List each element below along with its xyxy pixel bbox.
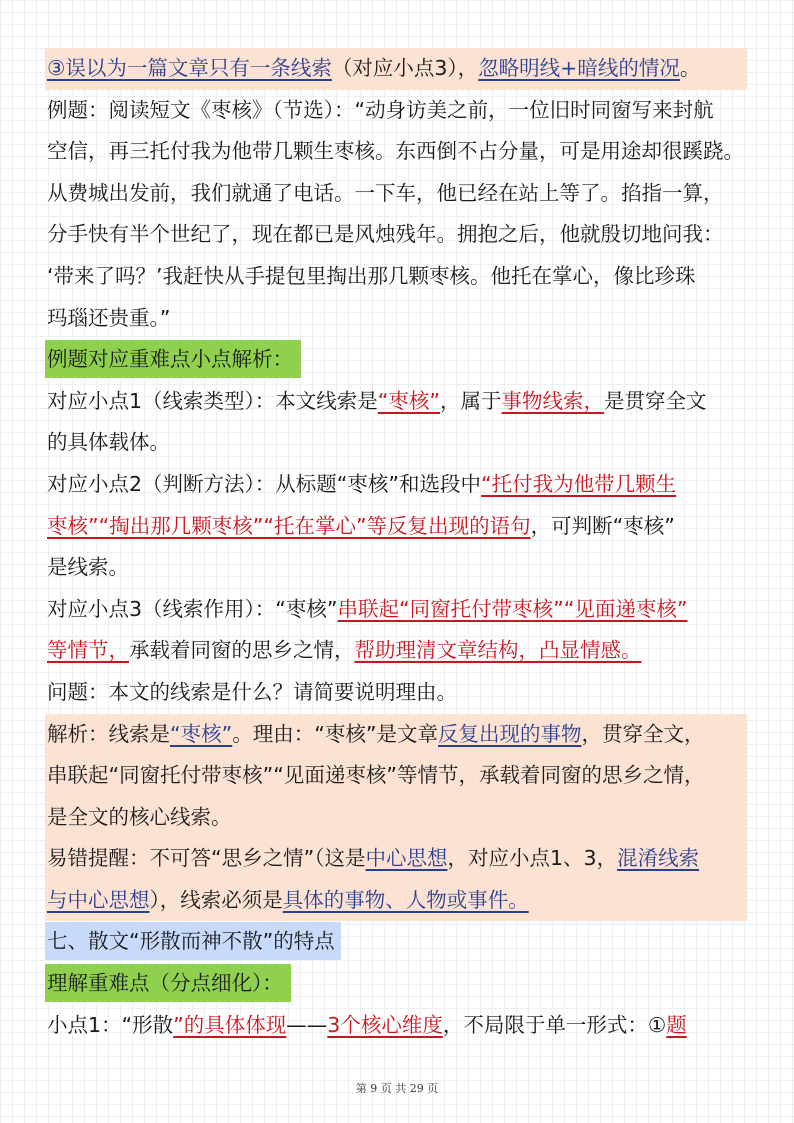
emphasis-text: 枣核”“掏出那几颗枣核”“托在掌心”等反复出现的语句: [47, 513, 531, 538]
text-line: [45, 797, 747, 839]
text-line: [47, 672, 747, 714]
emphasis-text: 等情节，: [47, 638, 129, 663]
text-line: [47, 921, 747, 963]
body-text: 是贯穿全文: [604, 388, 707, 413]
text-line: [47, 1005, 747, 1047]
document-page: [47, 48, 747, 1046]
body-text: 问题：本文的线索是什么？请简要说明理由。: [47, 679, 457, 704]
text-line: [47, 381, 747, 423]
text-line: [47, 630, 747, 672]
body-text: 玛瑙还贵重。”: [47, 305, 171, 330]
body-text: ，贯穿全文，: [581, 721, 705, 746]
body-text: ‘带来了吗？’我赶快从手提包里掏出那几颗枣核。他托在掌心，像比珍珠: [47, 263, 696, 288]
text-line: [47, 506, 747, 548]
emphasis-text: 与中心思想: [47, 887, 150, 912]
body-text: 是全文的核心线索。: [47, 804, 232, 829]
emphasis-text: 3个核心维度: [327, 1012, 443, 1037]
section-subheading: [45, 964, 291, 1002]
text-line: [47, 298, 747, 340]
emphasis-text: 题: [666, 1012, 687, 1037]
text-line: [47, 90, 747, 132]
text-line: [47, 131, 747, 173]
body-text: 对应小点3（线索作用）：“枣核”: [47, 596, 338, 621]
body-text: 从费城出发前，我们就通了电话。一下车，他已经在站上等了。掐指一算，: [47, 180, 724, 205]
text-line: [47, 589, 747, 631]
emphasis-text: “枣核”: [377, 388, 441, 413]
body-text: ，可判断“枣核”: [530, 513, 675, 538]
text-line: [45, 880, 747, 922]
text-line: [47, 963, 747, 1005]
text-line: [45, 48, 747, 90]
body-text: 。: [679, 56, 701, 80]
section-subheading: [45, 340, 301, 378]
body-text: 承载着同窗的思乡之情，: [129, 638, 355, 663]
emphasis-text: ”的具体体现: [173, 1012, 287, 1037]
body-text: 易错提醒：不可答“思乡之情”（这是: [47, 846, 366, 871]
emphasis-text: ③误以为一篇文章只有一条线索: [47, 56, 332, 80]
text-line: [47, 464, 747, 506]
body-text: ），线索必须是: [149, 887, 283, 912]
body-text: 小点1：“形散: [47, 1012, 174, 1037]
body-text: 对应小点2（判断方法）：从标题“枣核”和选段中: [47, 471, 482, 496]
emphasis-text: 忽略明线+暗线的情况: [478, 56, 680, 80]
body-text: 串联起“同窗托付带枣核”“见面递枣核”等情节，承载着同窗的思乡之情，: [47, 763, 705, 788]
body-text: 解析：线索是: [47, 721, 170, 746]
section-heading: [45, 922, 341, 960]
emphasis-text: 帮助理清文章结构，凸显情感。: [354, 638, 642, 663]
body-text: 。理由：“枣核”是文章: [232, 721, 438, 746]
page-footer: 第 9 页 共 29 页: [355, 1082, 439, 1095]
text-line: [47, 339, 747, 381]
body-text: 分手快有半个世纪了，现在都已是风烛残年。拥抱之后，他就殷切地问我：: [47, 222, 724, 247]
text-line: [47, 173, 747, 215]
text-line: [45, 714, 747, 756]
body-text: 的具体载体。: [47, 430, 170, 455]
body-text: 是线索。: [47, 555, 129, 580]
emphasis-text: 混淆线索: [617, 846, 700, 871]
emphasis-text: 事物线索，: [501, 388, 605, 413]
emphasis-text: “托付我为他带几颗生: [481, 471, 677, 496]
text-line: [47, 214, 747, 256]
body-text: ，不局限于单一形式：①: [442, 1012, 667, 1037]
emphasis-text: “枣核”: [170, 721, 233, 746]
text-line: [45, 838, 747, 880]
body-text: 理解重难点（分点细化）：: [47, 971, 283, 996]
body-text: 空信，再三托付我为他带几颗生枣核。东西倒不占分量，可是用途却很蹊跷。: [47, 139, 744, 164]
body-text: 七、散文“形散而神不散”的特点: [47, 929, 335, 954]
text-line: [47, 422, 747, 464]
body-text: ，对应小点1、3，: [447, 846, 618, 871]
body-text: 对应小点1（线索类型）：本文线索是: [47, 388, 378, 413]
text-line: [45, 755, 747, 797]
body-text: 例题对应重难点小点解析：: [47, 347, 293, 372]
body-text: ——: [286, 1012, 328, 1037]
body-text: 例题：阅读短文《枣核》（节选）：“动身访美之前，一位旧时同窗写来封航: [47, 97, 714, 122]
body-text: （对应小点3），: [331, 56, 479, 80]
text-line: [47, 256, 747, 298]
body-text: ，属于: [440, 388, 502, 413]
text-line: [47, 547, 747, 589]
emphasis-text: 串联起“同窗托付带枣核”“见面递枣核”: [337, 596, 688, 621]
emphasis-text: 中心思想: [365, 846, 448, 871]
emphasis-text: 具体的事物、人物或事件。: [282, 887, 529, 912]
emphasis-text: 反复出现的事物: [438, 721, 582, 746]
